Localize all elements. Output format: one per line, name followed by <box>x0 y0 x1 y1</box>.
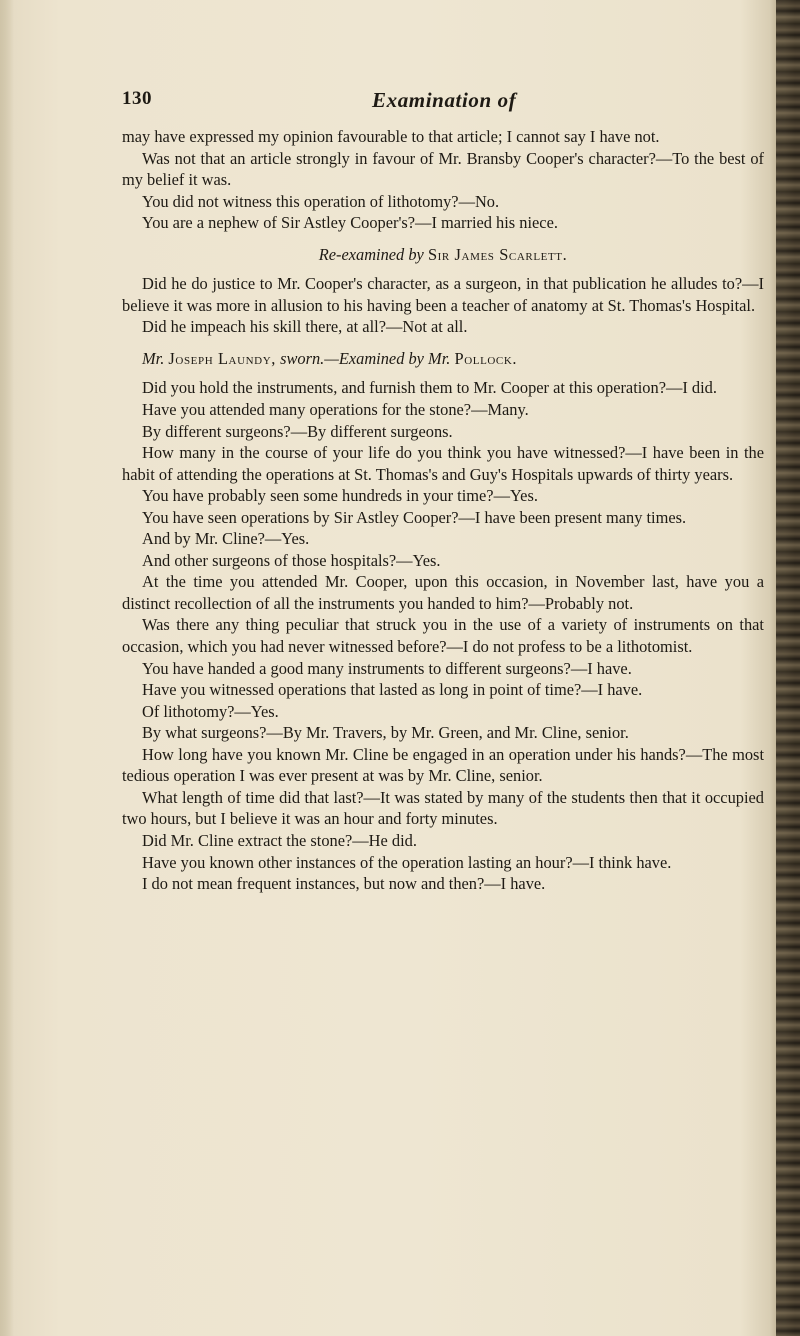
paragraph: You have handed a good many instruments to different surgeons?—I have. <box>142 658 632 678</box>
paragraph: And other surgeons of those hospitals?—Yes. <box>142 550 441 570</box>
running-title: Examination of <box>372 88 517 112</box>
heading-examiner: Pollock. <box>454 348 518 368</box>
heading-mr: Mr. <box>142 348 165 368</box>
paragraph: I do not mean frequent instances, but now and then?—I have. <box>142 874 546 894</box>
paragraph: By what surgeons?—By Mr. Travers, by Mr. Green, and Mr. Cline, senior. <box>142 723 629 743</box>
paragraph: You are a nephew of Sir Astley Cooper's?—I married his niece. <box>142 213 558 233</box>
heading-name: Sir James Scarlett. <box>427 244 568 264</box>
paragraph: At the time you attended Mr. Cooper, upon this occasion, in November last, have you a distinct recollection of all the instruments you handed to him?—Probably not. <box>122 572 764 613</box>
paragraph: may have expressed my opinion favourable to that article; I cannot say I have not. <box>122 127 660 146</box>
paragraph: Did he impeach his skill there, at all?—Not at all. <box>142 317 468 337</box>
page-header <box>122 88 762 118</box>
paragraph: Was not that an article strongly in favour of Mr. Bransby Cooper's character?—To the best of my belief it was. <box>122 148 764 190</box>
paragraph: Of lithotomy?—Yes. <box>142 701 279 721</box>
paragraph: Did he do justice to Mr. Cooper's character, as a surgeon, in that publication he alludes to?—I believe it was more in allusion to his having been a teacher of anatomy at St. Thomas's Hospital. <box>122 274 764 315</box>
paragraph: You did not witness this operation of lithotomy?—No. <box>142 191 500 211</box>
paragraph: Have you known other instances of the operation lasting an hour?—I think have. <box>142 852 672 872</box>
paragraph: You have probably seen some hundreds in your time?—Yes. <box>142 486 538 506</box>
heading-italic: Re-examined by <box>318 244 424 264</box>
heading-italic: sworn.—Examined by Mr. <box>280 348 451 368</box>
paragraph: And by Mr. Cline?—Yes. <box>142 529 310 549</box>
paragraph: What length of time did that last?—It was stated by many of the students then that it occupied two hours, but I believe it was an hour and forty minutes. <box>122 787 764 829</box>
page-gutter <box>0 0 14 1336</box>
heading-witness-name: Joseph Laundy, <box>168 348 276 368</box>
paragraph: You have seen operations by Sir Astley Cooper?—I have been present many times. <box>142 507 687 527</box>
paragraph: By different surgeons?—By different surgeons. <box>142 421 453 441</box>
page-number: 130 <box>122 88 152 109</box>
section-heading-witness <box>122 348 764 370</box>
page-body <box>122 126 764 895</box>
paragraph: Have you attended many operations for the stone?—Many. <box>142 400 529 420</box>
paragraph: How long have you known Mr. Cline be engaged in an operation under his hands?—The most tedious operation I was ever present at was by Mr. Cline, senior. <box>122 744 764 786</box>
paragraph: Did Mr. Cline extract the stone?—He did. <box>142 830 417 850</box>
section-heading-reexamined <box>122 244 764 266</box>
page-edge <box>776 0 800 1336</box>
paragraph: Did you hold the instruments, and furnish them to Mr. Cooper at this operation?—I did. <box>142 378 717 398</box>
paragraph: Have you witnessed operations that lasted as long in point of time?—I have. <box>142 680 643 700</box>
paragraph: Was there any thing peculiar that struck you in the use of a variety of instruments on that occasion, which you had never witnessed before?—I do not profess to be a lithotomist. <box>122 615 764 657</box>
paragraph: How many in the course of your life do you think you have witnessed?—I have been in the habit of attending the operations at St. Thomas's and Guy's Hospitals upwards of thirty years. <box>122 443 764 484</box>
